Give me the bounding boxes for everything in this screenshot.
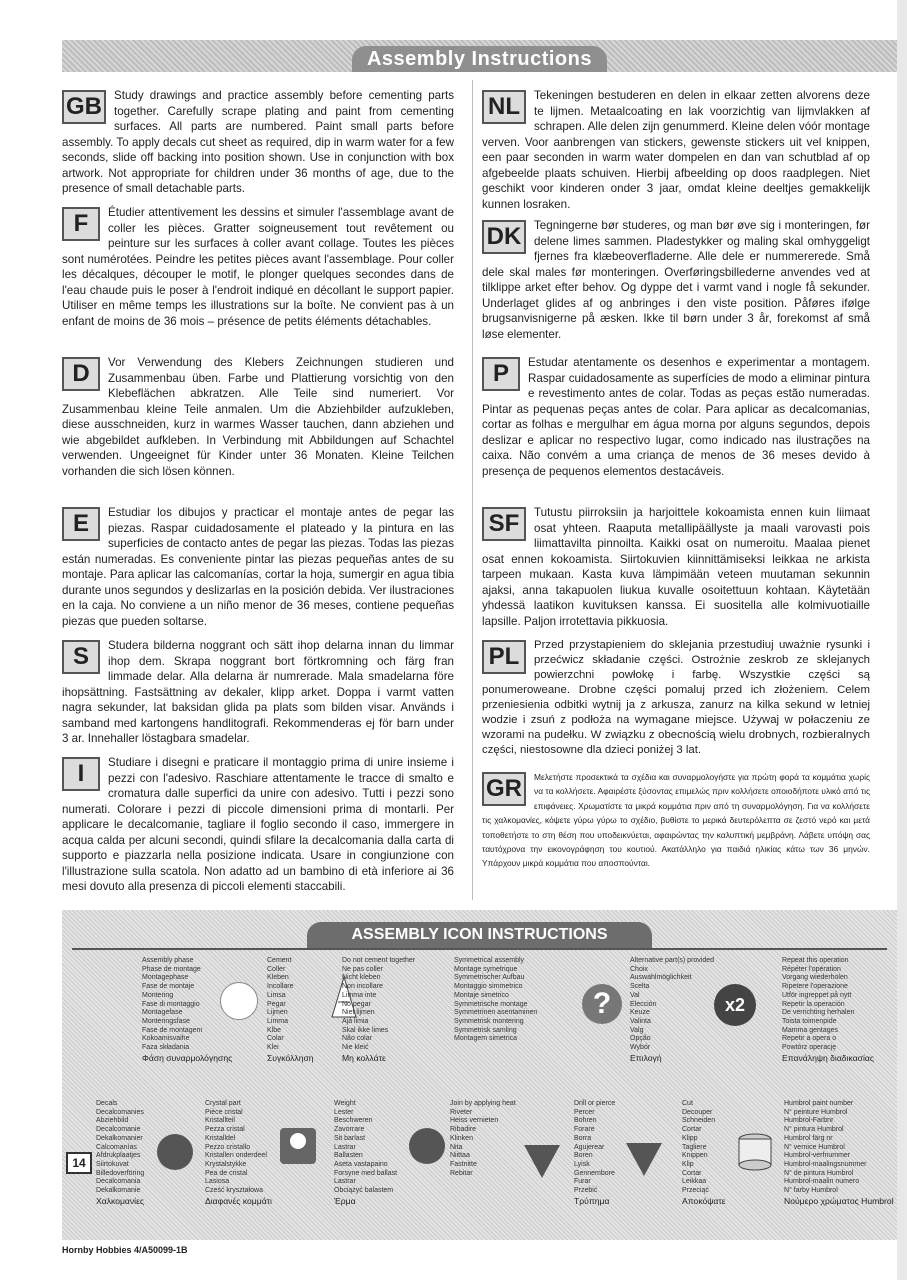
language-code-nl: NL xyxy=(482,90,526,124)
legend-weight-greek: Έρμα xyxy=(334,1195,356,1206)
heat-rivet-icon xyxy=(409,1128,445,1164)
legend-crystal-part-greek: Διαφανές κομμάτι xyxy=(205,1195,272,1206)
section-s xyxy=(62,638,454,747)
legend-repeat: Repeat this operation Répéter l'opération Vorgang wiederholen Ripetere l'operazione Utför ingreppet på nytt Repetir la operación De verrichting herhalen Toista toimenpide Mamma gentages Repetir a opera o Powtórz operację Επανάληψη διαδικασίας xyxy=(782,957,892,1063)
language-code-dk: DK xyxy=(482,220,526,254)
language-code-gr: GR xyxy=(482,772,526,806)
weight-icon xyxy=(280,1128,316,1164)
paint-tin-icon xyxy=(737,1132,773,1172)
section-pl xyxy=(482,638,870,758)
section-d xyxy=(62,355,454,479)
cut-icon xyxy=(624,1138,664,1178)
legend-humbrol-paint-greek: Νούμερο χρώματος Humbrol xyxy=(784,1195,894,1206)
assembly-icon-panel xyxy=(62,910,897,1240)
column-divider xyxy=(472,80,473,900)
legend-assembly-phase-greek: Φάση συναρμολόγησης xyxy=(142,1052,233,1063)
page-title: Assembly Instructions xyxy=(352,46,607,72)
title-banner xyxy=(62,40,897,72)
instructions-pl: Przed przystapieniem do sklejania przestudiuj uważnie rysunki i przećwicz składanie części. Ostrożnie zeskrob ze sklejanych powierzchni powłokę i farbę. Wszystkie części są ponumeroweane. Drobne części pomaluj przed ich złożeniem. Celem przeniesienia odbitki wytnij ja z arkusza, zanurz na kilka sekund w letniej wodzie i zsuń z podłoża na wymagane miejsce. Używaj w połaczeniu ze wzorami na pudełku. W związku z obecnością wielu drobnych, rozbieralnych części, niestosowne dla dzieci poniżej 3 lat. xyxy=(482,639,870,756)
legend-decals: Decals Decalcomanies Abziehbild Decalcomanie Dekalkomanier Calcomanías Afdrukplaatjes Siirtokuvat Billedoverföring Decalcomania Dekalkomanie Χαλκομανίες xyxy=(96,1100,176,1206)
legend-drill: Drill or pierce Percer Bohren Forare Borra Agujerear Boren Lyisk Gennembore Furar Przebić Τρύπημα xyxy=(574,1100,654,1206)
legend-heat-join: Join by applying heat Riveter Heiss vernieten Ribadire Klinken Nita Niittaa Fastnitte Rebitar xyxy=(450,1100,516,1177)
question-icon: ? xyxy=(582,984,622,1024)
legend-cement: Cement Coller Kleben Incollare Limsa Pegar Lijmen Limma Klbe Colar Klei Συγκόλληση xyxy=(267,957,347,1063)
language-code-i: I xyxy=(62,757,100,791)
legend-humbrol-paint: Humbrol paint number N° peinture Humbrol Humbrol-Farbnr N° pintura Humbrol Humbrol färg nr N° vernice Humbrol Humbrol-verfnummer Humbrol-maalingsnummer N° de pintura Humbrol Humbrol-maalin numero N° farby Humbrol Νούμερο χρώματος Humbrol xyxy=(784,1100,894,1206)
legend-drill-greek: Τρύπημα xyxy=(574,1195,610,1206)
instructions-d: Vor Verwendung des Klebers Zeichnungen studieren und Zusammenbau üben. Farbe und Plattierung vorsichtig von den Klebeflächen abkratzen. Alle Teile sind numeriert. Vor Zusammenbau kleine Teile anmalen. Um die Abziehbilder aufzukleben, diese ausschneiden, kurz in warmes Wasser tauchen, dann abziehen und wie abgebildet aufkleben. In Verbindung mit Abbildungen auf Schachtel verwenden. Ungeeignet für Kinder unter 36 Monaten. Kleine Teilchen vorhanden die sich lösen können. xyxy=(62,356,454,478)
legend-crystal-part: Crystal part Pièce cristal Kristallteil Pezza cristal Kristalldel Pezzo cristallo Kristallen onderdeel Krystalstykke Pea de cristal Lasiosa Cześć kryształowa Διαφανές κομμάτι xyxy=(205,1100,305,1206)
legend-weight: Weight Lester Beschweren Zavorrare Sit barlast Lastrar Ballasten Aseta vastapaino Forsyne med ballast Lastrar Obciążyć balastem Έρμα xyxy=(334,1100,444,1206)
footer-code: Hornby Hobbies 4/A50099-1B xyxy=(62,1245,188,1255)
section-p xyxy=(482,355,870,479)
instructions-gb: Study drawings and practice assembly before cementing parts together. Carefully scrape plating and paint from cementing surfaces. All parts are numbered. Paint small parts before assembly. To apply decals cut sheet as required, dip in warm water for a few seconds, slide off backing into position shown. Use in conjunction with box artwork. Not appropriate for children under 36 months of age, due to the presence of small detachable parts. xyxy=(62,89,454,195)
instructions-nl: Tekeningen bestuderen en delen in elkaar zetten alvorens deze te lijmen. Metaalcoating en lak voorzichtig van lijmvlakken af schrapen. Alle delen zijn genummerd. Kleine delen vóór montage verven. Voor aanbrengen van stickers, gewenste stickers uit vel knippen, een paar seconden in warm water dompelen en dan van schutblad af op afgebeelde plaats schuiven. Hierbij afbeelding op doos raadplegen. Niet geschikt voor kinderen onder 3 jaar, omdat kleine deeltjes gemakkelijk kunnen losraken. xyxy=(482,89,870,211)
legend-cut-greek: Αποκόψατε xyxy=(682,1195,726,1206)
drill-icon xyxy=(522,1140,562,1180)
instructions-dk: Tegningerne bør studeres, og man bør øve sig i monteringen, før delene limes sammen. Pladestykker og maling skal omhyggeligt fjernes fra klæbeoverfladerne. Alle dele er nummererede. Små dele skal males før monteringen. Overføringsbillederne anvendes ved at tilklippe arket efter behov. Og dyppe det i varmt vand i nogle få sekunder. Underlaget glides af og anbringes i den viste position. Påføres ifølge brugsanvisnigerne på æsken. Ikke til børn under 3 år, forekomst af små løse elementer. xyxy=(482,219,870,341)
instructions-sf: Tutustu piirroksiin ja harjoittele kokoamista ennen kuin liimaat osat yhteen. Raaputa metallipäällyste ja maali varovasti pois liimattavilta pinnoilta. Kaikki osat on numeroitu. Maalaa pienet osat ennen kokoamista. Siirtokuvien kiinnittämiseksi leikkaa ne arkista tarpeen mukaan. Kasta kuva lämpimään veteen muutaman sekunnin ajaksi, anna takapuolen liukua kuvalle osoitettuun kohtaan. Käytetään yhdessä laatikon kuvituksen kanssa. Ei suositella alle kolmivuotiaille lapsille. Paljon irrotettavia pikkuosia. xyxy=(482,506,870,628)
legend-assembly-phase-lines: Assembly phase Phase de montage Montagephase Fase de montaje Montering Fase di montaggio Montagefase Monteringsfase Fase de montagem Kokoamisvaihe Faza składania xyxy=(142,957,203,1052)
section-e xyxy=(62,505,454,629)
instructions-p: Estudar atentamente os desenhos e experimentar a montagem. Raspar cuidadosamente as superfícies de modo a eliminar pintura e revestimento antes de colar. Todas as peças estão numeradas. Pintar as pequenas peças antes de colar. Para aplicar as decalcomanias, cortar as folhas e mergulhar em água morna por alguns segundos, depois deslizar e aplicar no respectivo lugar, como indicado nas ilustrações na caixa. Não convém a uma criança de menos de 36 meses devido à presença de pequenos elementos destacáveis. xyxy=(482,356,870,478)
legend-do-not-cement-greek: Μη κολλάτε xyxy=(342,1052,386,1063)
page-edge xyxy=(897,0,907,1280)
language-code-sf: SF xyxy=(482,507,526,541)
language-code-p: P xyxy=(482,357,520,391)
decal-icon xyxy=(157,1134,193,1170)
language-code-s: S xyxy=(62,640,100,674)
legend-symmetrical: Symmetrical assembly Montage symetrique Symmetrischer Aufbau Montaggio simmetrico Montaje simetrico Symmetrische montage Symmetrinen asentaminen Symmetrisk montering Symmetrisk samling Montagem simetrica xyxy=(454,957,538,1043)
legend-do-not-cement: Do not cement together Ne pas coller Nicht kleben Non incollare Limma inte No pegar Niet lijmen Ajá limia Skal ikke limes Não colar Nie kleić Μη κολλάτε xyxy=(342,957,442,1063)
legend-alternative-part-greek: Επιλογή xyxy=(630,1052,662,1063)
repeat-x2-icon: x2 xyxy=(714,984,756,1026)
legend-alternative-part: Alternative part(s) provided Choix Auswahlmöglichkeit Scelta Val Elección Keuze Valinta Valg Opção Wybór Επιλογή xyxy=(630,957,720,1063)
assembly-phase-icon xyxy=(220,982,258,1020)
section-sf xyxy=(482,505,870,629)
language-code-pl: PL xyxy=(482,640,526,674)
legend-cut: Cut Decouper Schneiden Cortar Klipp Tagliere Knippen Klip Cortar Leikkaa Przeciąć Αποκόψατε xyxy=(682,1100,762,1206)
legend-cement-greek: Συγκόλληση xyxy=(267,1052,314,1063)
section-f xyxy=(62,205,454,329)
language-code-gb: GB xyxy=(62,90,106,124)
instructions-s: Studera bilderna noggrant och sätt ihop delarna innan du limmar ihop dem. Skrapa noggrant bort förtkromning och färg fran limmade delar. Alla delarna är numrerade. Mala smadelarna före ihopsättning. Fastsättning av dekaler, klipp arket. Doppa i varmt vatten nagra sekunder, lat baksidan glida pa plats som bilden visar. Används i samband med kartongens handlitografi. Rekommenderas ej för barn under 3 ar. Innehaller löstagbara smadelar. xyxy=(62,639,454,745)
legend-decals-greek: Χαλκομανίες xyxy=(96,1195,145,1206)
section-nl xyxy=(482,88,870,212)
instructions-gr: Μελετήστε προσεκτικά τα σχέδια και συναρμολογήστε για πρώτη φορά τα κομμάτια χωρίς να τα κολλήσετε. Αφαιρέστε ξύσοντας επιμελώς πριν κολλήσετε οποιοδήποτε υλικό από τις επιφάνειες. Χρωματίστε τα μικρά κομμάτια πριν από τη συναρμολόγηση. Για να κολλήσετε τις χαλκομανίες, κόψετε γύρω γύρω το σχέδιο, βυθίστε το μερικά δευτερόλεπτα σε ζεστό νερό και μετά τοποθετήστε το στη θέση που υποδεικνύεται, αφαιρώντας την καλυπτική μεμβράνη. Λάβετε υπόψη σας ταυτόχρονα την εικονογράφηση του κουτιού. Ακατάλληλο για παιδιά ηλικίας κάτω των 36 μηνών. Υπάρχουν μικρά κομμάτια που αποσπούνται. xyxy=(482,772,870,869)
section-dk xyxy=(482,218,870,342)
instructions-i: Studiare i disegni e praticare il montaggio prima di unire insieme i pezzi con l'adesivo. Raschiare attentamente le tracce di smalto e cromatura dalle superfici da unire con adesivo. Tutti i pezzi sono numerati. Colorare i pezzi di piccole dimensioni prima di montarli. Per applicare le decalcomanie, tagliare il foglio secondo il caso, immergere in acqua calda per alcuni secondi, quindi sfilare la decalcomania dalla carta di supporto e piazzarla nella posizione indicata. Usare in congiunzione con l'illustrazione sulla scatola. Non adatto ad un bambino di età inferiore ai 36 mesi dovuto alla presenza di piccoli elementi staccabili. xyxy=(62,756,454,893)
icon-panel-rule xyxy=(72,948,887,950)
language-code-d: D xyxy=(62,357,100,391)
section-i xyxy=(62,755,454,895)
step-number: 14 xyxy=(66,1152,92,1174)
instructions-e: Estudiar los dibujos y practicar el montaje antes de pegar las piezas. Raspar cuidadosamente el plateado y la pintura en las superficies de contacto antes de pegar las piezas. Todas las piezas están numeradas. Es conveniente pintar las piezas pequeñas antes de su montaje. Para aplicar las calcomanías, cortar la hoja, sumergir en agua tibia durante unos segundos y deslizarlas en la posición debida. Ver ilustraciones en la caja. No conviene a un niño menor de 36 meses, contiene pequeñas piezas que pueden soltarse. xyxy=(62,506,454,628)
instructions-f: Étudier attentivement les dessins et simuler l'assemblage avant de coller les pièces. Gratter soigneusement tout revêtement ou peinture sur les surfaces à coller avant collage. Toutes les pièces sont numérotées. Peindre les petites pièces avant l'assemblage. Pour coller les décalques, découper le motif, le plonger quelques secondes dans de l'eau chaude puis le poser à l'endroit indiqué en décollant le support papier. Utiliser en même temps les illustrations sur la boîte. Ne convient pas à un enfant de moins de 36 mois – présence de petits éléments détachables. xyxy=(62,206,454,328)
language-code-e: E xyxy=(62,507,100,541)
language-code-f: F xyxy=(62,207,100,241)
icon-panel-heading: ASSEMBLY ICON INSTRUCTIONS xyxy=(307,922,652,948)
section-gb xyxy=(62,88,454,197)
legend-repeat-greek: Επανάληψη διαδικασίας xyxy=(782,1052,874,1063)
section-gr xyxy=(482,770,870,871)
